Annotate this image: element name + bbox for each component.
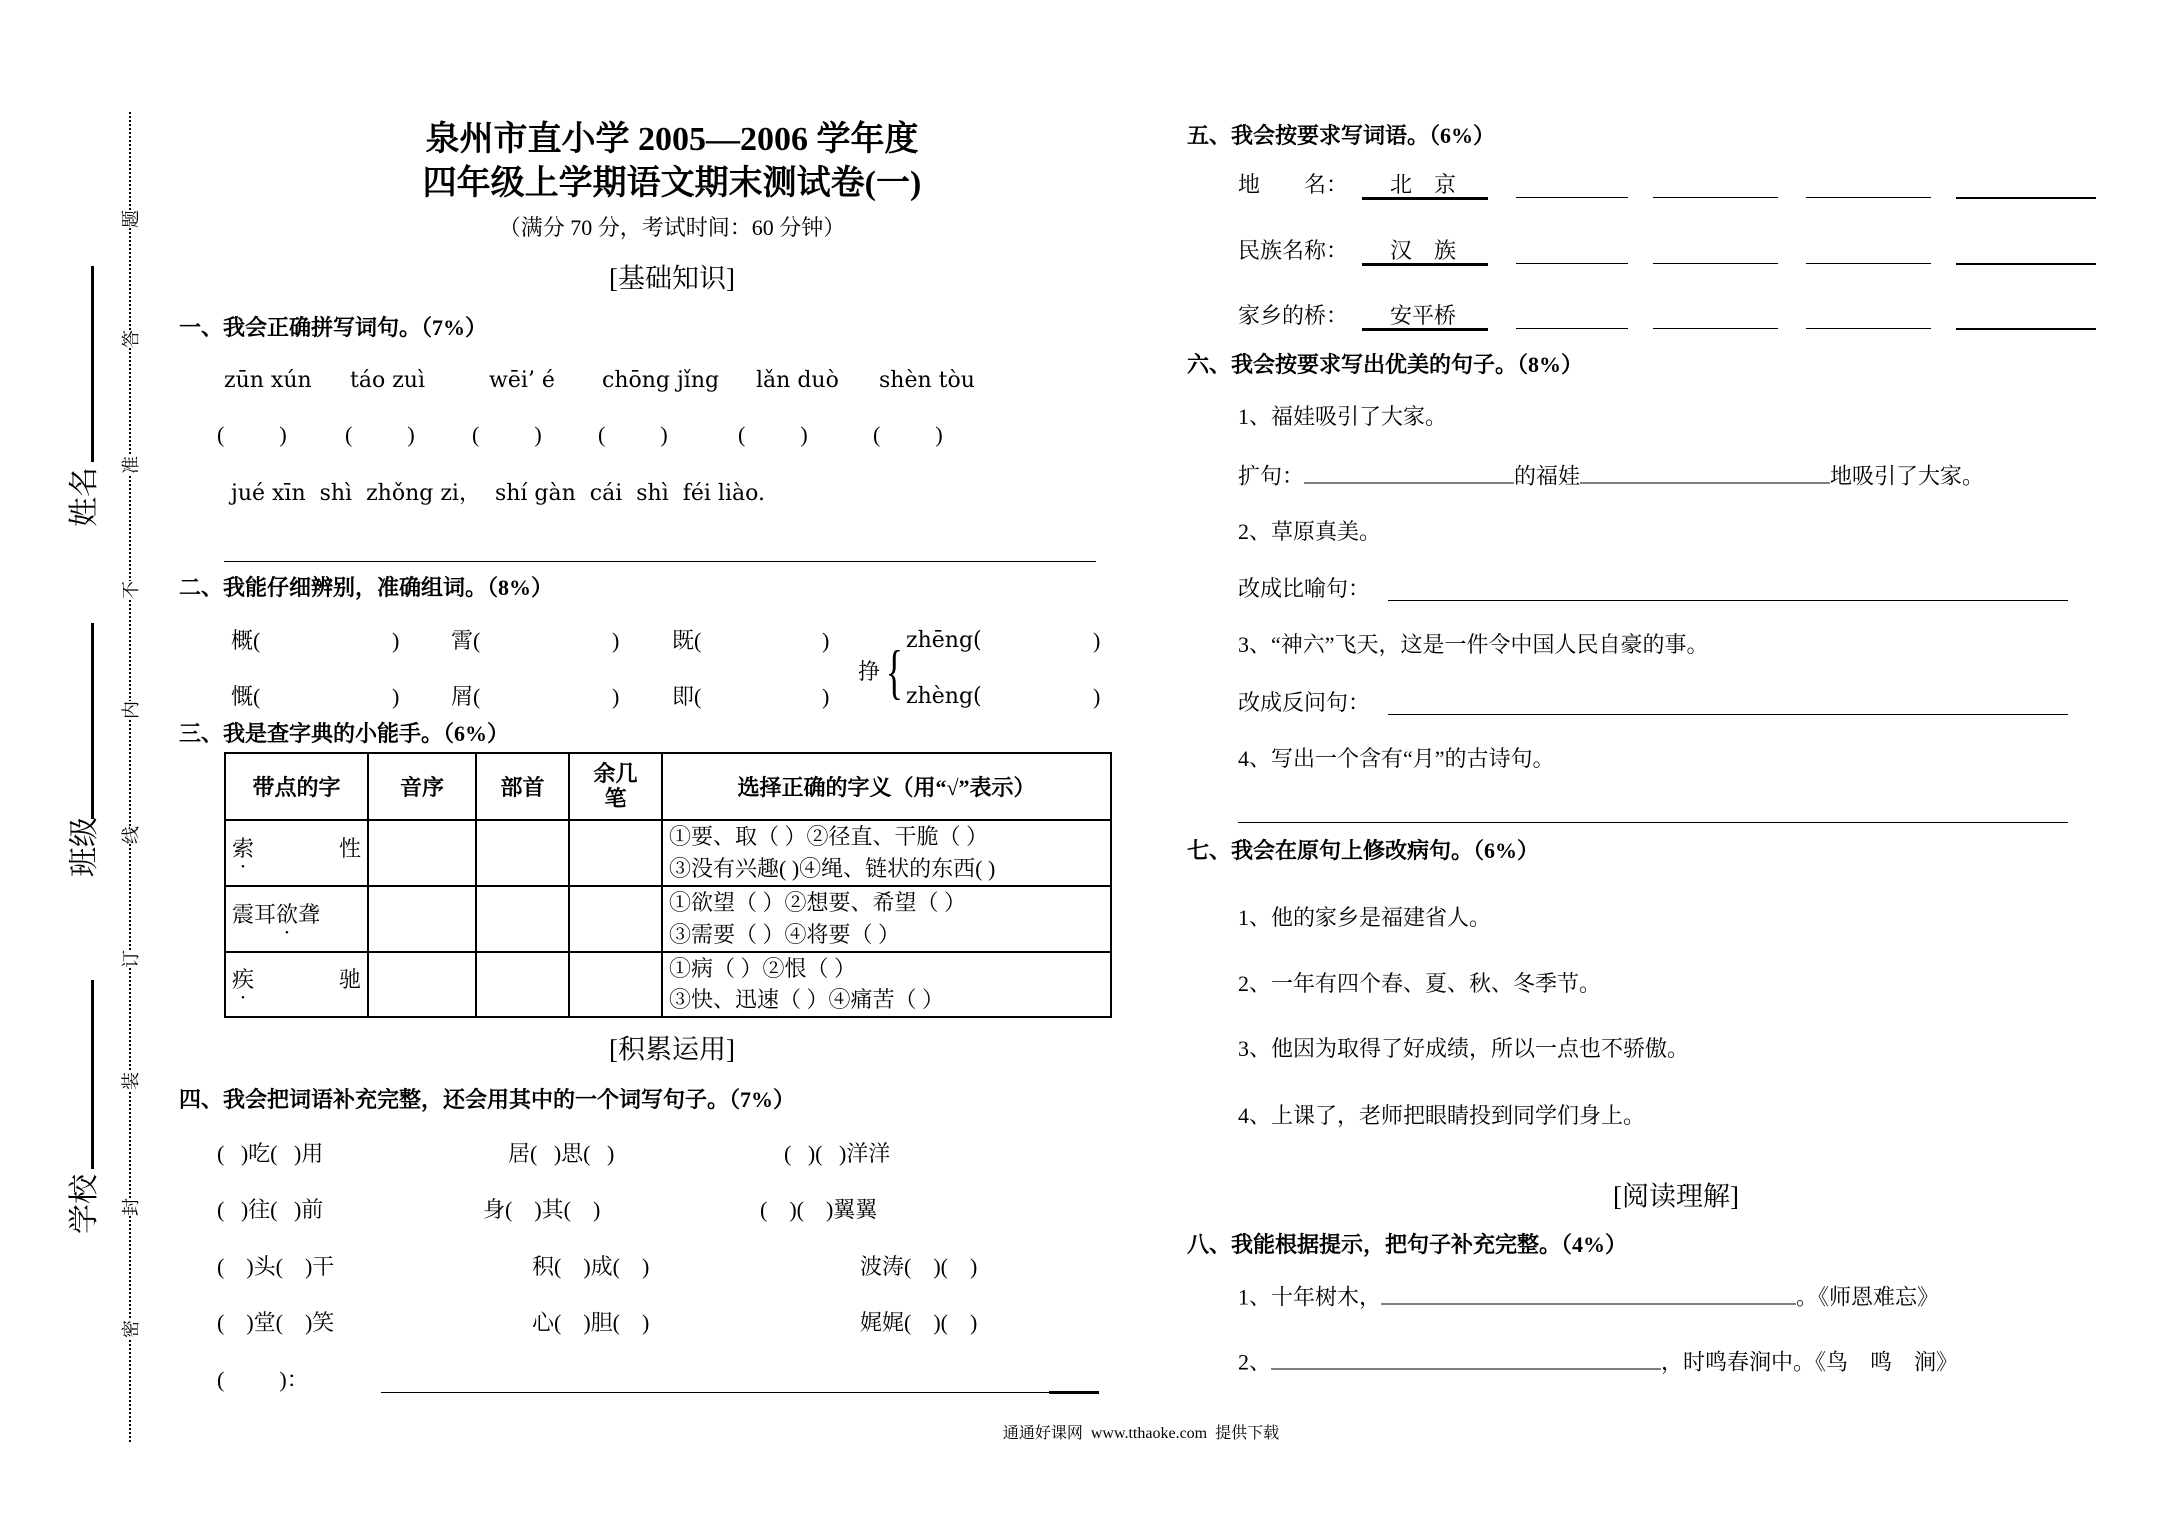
close-bracket: ) xyxy=(822,684,830,709)
radical-cell[interactable] xyxy=(476,886,569,952)
faulty-sentence[interactable]: 1、他的家乡是福建省人。 xyxy=(1238,905,1492,930)
q8-item2-suffix: ，时鸣春涧中。《鸟 鸣 涧》 xyxy=(1661,1349,1959,1375)
radical-cell[interactable] xyxy=(476,820,569,886)
close-bracket: ) xyxy=(1093,684,1101,709)
idiom-blank[interactable]: ( )头( )干 xyxy=(217,1254,335,1279)
answer-line[interactable] xyxy=(1806,328,1931,329)
q8-item2 xyxy=(1238,1349,1958,1374)
seal-char: 订 xyxy=(121,950,141,968)
expand-label: 扩句： xyxy=(1238,463,1305,489)
answer-blank[interactable] xyxy=(1381,1284,1796,1305)
seal-char: 准 xyxy=(121,456,141,474)
sentence-answer-line-end xyxy=(1049,1391,1099,1394)
idiom-blank[interactable]: ( )( )翼翼 xyxy=(760,1197,878,1222)
answer-bracket[interactable]: ( ) xyxy=(598,422,668,447)
meaning-line: ③没有兴趣( )④绳、链状的东西( ) xyxy=(669,855,996,881)
q2-heading: 二、我能仔细辨别，准确组词。（8%） xyxy=(179,575,554,600)
sentence-answer-line[interactable] xyxy=(381,1392,1049,1393)
answer-line[interactable] xyxy=(1516,197,1628,198)
column-header: 选择正确的字义（用“√”表示） xyxy=(662,753,1111,820)
binding-dotted-line xyxy=(129,112,131,1442)
pinyin-word: wēi’ é xyxy=(489,368,555,393)
seal-char: 装 xyxy=(121,1072,141,1090)
q8-heading: 八、我能根据提示，把句子补充完整。（4%） xyxy=(1187,1232,1628,1257)
idiom-blank[interactable]: 娓娓( )( ) xyxy=(860,1310,978,1335)
answer-line[interactable] xyxy=(1653,328,1778,329)
class-label: 班级 xyxy=(68,817,101,877)
meaning-line: ①欲望（ ）②想要、希望（ ） xyxy=(669,889,967,915)
answer-line[interactable] xyxy=(1956,328,2096,330)
answer-line[interactable] xyxy=(1806,263,1931,264)
q6-heading: 六、我会按要求写出优美的句子。（8%） xyxy=(1187,352,1584,377)
answer-bracket[interactable]: ( ) xyxy=(873,422,943,447)
idiom-blank[interactable]: 居( )思( ) xyxy=(508,1141,615,1166)
school-field-line[interactable] xyxy=(91,980,94,1169)
q8-item1 xyxy=(1238,1284,1939,1309)
close-bracket: ) xyxy=(822,628,830,653)
idiom-blank[interactable]: ( )吃( )用 xyxy=(217,1141,324,1166)
answer-line[interactable] xyxy=(1388,600,2068,601)
q3-heading: 三、我是查字典的小能手。（6%） xyxy=(179,721,510,746)
phonetic-order-cell[interactable] xyxy=(368,820,476,886)
char-prompt: 霄( xyxy=(451,628,481,653)
example-answer: 汉 族 xyxy=(1390,238,1457,263)
answer-line[interactable] xyxy=(1388,714,2068,715)
category-label: 家乡的桥： xyxy=(1238,303,1349,328)
idiom-blank[interactable]: ( )( )洋洋 xyxy=(784,1141,891,1166)
column-header: 音序 xyxy=(368,753,476,820)
meaning-cell[interactable] xyxy=(662,886,1111,952)
radical-cell[interactable] xyxy=(476,952,569,1018)
column-header: 部首 xyxy=(476,753,569,820)
answer-bracket[interactable]: ( ) xyxy=(345,422,415,447)
pinyin-sentence: jué xīn shì zhǒng zi， shí gàn cái shì féi liào. xyxy=(231,481,765,506)
pinyin-word: lǎn duò xyxy=(756,368,839,393)
table-row xyxy=(225,886,1111,952)
rhetorical-label: 改成反问句： xyxy=(1238,690,1371,715)
word-part: 震耳 xyxy=(232,901,277,927)
table-row xyxy=(225,820,1111,886)
answer-bracket[interactable]: ( ) xyxy=(738,422,808,447)
answer-line[interactable] xyxy=(1956,263,2096,265)
strokes-cell[interactable] xyxy=(569,886,662,952)
seal-char: 不 xyxy=(121,581,141,599)
q6-item: 3、“神六”飞天，这是一件令中国人民自豪的事。 xyxy=(1238,632,1709,657)
dotted-char: 疾 xyxy=(232,967,255,993)
idiom-blank[interactable]: 波涛( )( ) xyxy=(860,1254,978,1279)
name-label: 姓名 xyxy=(68,467,101,527)
dictionary-table xyxy=(224,752,1112,1018)
name-field-line[interactable] xyxy=(91,266,94,462)
expand-sentence-row xyxy=(1238,463,1984,488)
idiom-blank[interactable]: 心( )胆( ) xyxy=(532,1310,650,1335)
answer-line[interactable] xyxy=(1653,263,1778,264)
pinyin-word: zūn xún xyxy=(224,368,312,393)
word-cell xyxy=(225,886,368,952)
word-part: 聋 xyxy=(298,901,321,927)
strokes-cell[interactable] xyxy=(569,952,662,1018)
faulty-sentence[interactable]: 4、上课了，老师把眼睛投到同学们身上。 xyxy=(1238,1103,1646,1128)
q6-item: 1、福娃吸引了大家。 xyxy=(1238,404,1448,429)
example-answer: 北 京 xyxy=(1390,172,1457,197)
column-header: 余几笔 xyxy=(569,753,662,820)
answer-line[interactable] xyxy=(1653,197,1778,198)
brace-icon: { xyxy=(885,639,904,705)
q1-heading: 一、我会正确拼写词句。（7%） xyxy=(179,315,488,340)
category-label: 地 名： xyxy=(1238,172,1349,197)
close-bracket: ) xyxy=(392,684,400,709)
char-prompt: 慨( xyxy=(231,684,261,709)
close-bracket: ) xyxy=(612,628,620,653)
part-basic-knowledge: [基础知识] xyxy=(609,263,735,294)
phonetic-order-cell[interactable] xyxy=(368,952,476,1018)
answer-line[interactable] xyxy=(1956,197,2096,199)
table-row xyxy=(225,952,1111,1018)
idiom-blank[interactable]: 积( )成( ) xyxy=(532,1254,650,1279)
char-prompt: 即( xyxy=(672,684,702,709)
q4-heading: 四、我会把词语补充完整，还会用其中的一个词写句子。（7%） xyxy=(179,1087,796,1112)
phonetic-order-cell[interactable] xyxy=(368,886,476,952)
idiom-blank[interactable]: ( )堂( )笑 xyxy=(217,1310,335,1335)
meaning-line: ③快、迅速（ ）④痛苦（ ） xyxy=(669,987,945,1013)
pinyin-word: shèn tòu xyxy=(879,368,975,393)
meaning-cell[interactable] xyxy=(662,952,1111,1018)
word-part: 驰 xyxy=(338,967,361,993)
char-prompt: 屑( xyxy=(451,684,481,709)
answer-blank[interactable] xyxy=(1271,1349,1661,1370)
meaning-line: ①病（ ）②恨（ ） xyxy=(669,955,857,981)
word-cell xyxy=(225,952,368,1018)
answer-line[interactable] xyxy=(1516,328,1628,329)
answer-line[interactable] xyxy=(224,561,1096,562)
q7-heading: 七、我会在原句上修改病句。（6%） xyxy=(1187,838,1540,863)
pinyin-word: táo zuì xyxy=(350,368,425,393)
faulty-sentence[interactable]: 2、一年有四个春、夏、秋、冬季节。 xyxy=(1238,971,1602,996)
answer-bracket[interactable]: ( ) xyxy=(472,422,542,447)
q6-item: 4、写出一个含有“月”的古诗句。 xyxy=(1238,746,1555,771)
close-bracket: ) xyxy=(612,684,620,709)
seal-char: 密 xyxy=(121,1320,141,1338)
category-label: 民族名称： xyxy=(1238,238,1349,263)
exam-subtitle: （满分 70 分，考试时间：60 分钟） xyxy=(498,215,846,240)
q8-item1-suffix: 。《师恩难忘》 xyxy=(1796,1284,1940,1310)
answer-line[interactable] xyxy=(1516,263,1628,264)
footer-credit: 通通好课网 www.tthaoke.com 提供下载 xyxy=(1002,1425,1280,1442)
char-prompt: 概( xyxy=(231,628,261,653)
seal-char: 题 xyxy=(121,210,141,228)
close-bracket: ) xyxy=(1093,628,1101,653)
idiom-blank[interactable]: 身( )其( ) xyxy=(483,1197,601,1222)
dotted-char: 索 xyxy=(232,835,255,861)
meaning-line: ①要、取（ ）②径直、干脆（ ） xyxy=(669,824,989,849)
q8-item2-prefix: 2、 xyxy=(1238,1349,1272,1375)
seal-char: 线 xyxy=(121,826,141,844)
answer-line[interactable] xyxy=(1806,197,1931,198)
word-part: 性 xyxy=(338,835,361,861)
column-header: 带点的字 xyxy=(225,753,368,820)
table-header-row xyxy=(225,753,1111,820)
exam-title-line1: 泉州市直小学 2005—2006 学年度 xyxy=(425,121,919,158)
seal-char: 内 xyxy=(121,701,141,719)
example-answer: 安平桥 xyxy=(1390,303,1457,328)
part-accumulation: [积累运用] xyxy=(609,1034,735,1065)
example-underline xyxy=(1362,328,1488,331)
expand-middle: 的福娃 xyxy=(1514,463,1581,489)
polyphonic-char: 挣 xyxy=(858,659,881,684)
part-reading: [阅读理解] xyxy=(1613,1181,1739,1212)
pinyin-prompt: zhèng( xyxy=(906,684,982,709)
pinyin-word: chōng jǐng xyxy=(602,368,720,393)
school-label: 学校 xyxy=(68,1174,101,1234)
example-underline xyxy=(1362,197,1488,200)
simile-label: 改成比喻句： xyxy=(1238,576,1371,601)
exam-title-line2: 四年级上学期语文期末测试卷(一) xyxy=(422,165,922,202)
pinyin-prompt: zhēng( xyxy=(906,628,982,653)
answer-blank[interactable] xyxy=(1304,463,1514,484)
char-prompt: 既( xyxy=(672,628,702,653)
meaning-line: ③需要（ ）④将要（ ） xyxy=(669,921,901,947)
answer-bracket[interactable]: ( ) xyxy=(217,422,287,447)
idiom-blank[interactable]: ( )往( )前 xyxy=(217,1197,324,1222)
word-cell xyxy=(225,820,368,886)
dotted-char: 欲 xyxy=(276,901,299,927)
close-bracket: ) xyxy=(392,628,400,653)
q6-item: 2、草原真美。 xyxy=(1238,519,1382,544)
class-field-line[interactable] xyxy=(91,623,94,819)
strokes-cell[interactable] xyxy=(569,820,662,886)
seal-char: 封 xyxy=(121,1198,141,1216)
seal-char: 答 xyxy=(121,330,141,348)
expand-end: 地吸引了大家。 xyxy=(1830,463,1985,489)
faulty-sentence[interactable]: 3、他因为取得了好成绩，所以一点也不骄傲。 xyxy=(1238,1036,1690,1061)
example-underline xyxy=(1362,263,1488,266)
meaning-cell[interactable] xyxy=(662,820,1111,886)
chosen-word-bracket[interactable]: ( )： xyxy=(217,1367,309,1392)
q5-heading: 五、我会按要求写词语。（6%） xyxy=(1187,123,1496,148)
answer-blank[interactable] xyxy=(1580,463,1830,484)
q8-item1-prefix: 1、十年树木， xyxy=(1238,1284,1382,1310)
answer-line[interactable] xyxy=(1238,822,2068,823)
